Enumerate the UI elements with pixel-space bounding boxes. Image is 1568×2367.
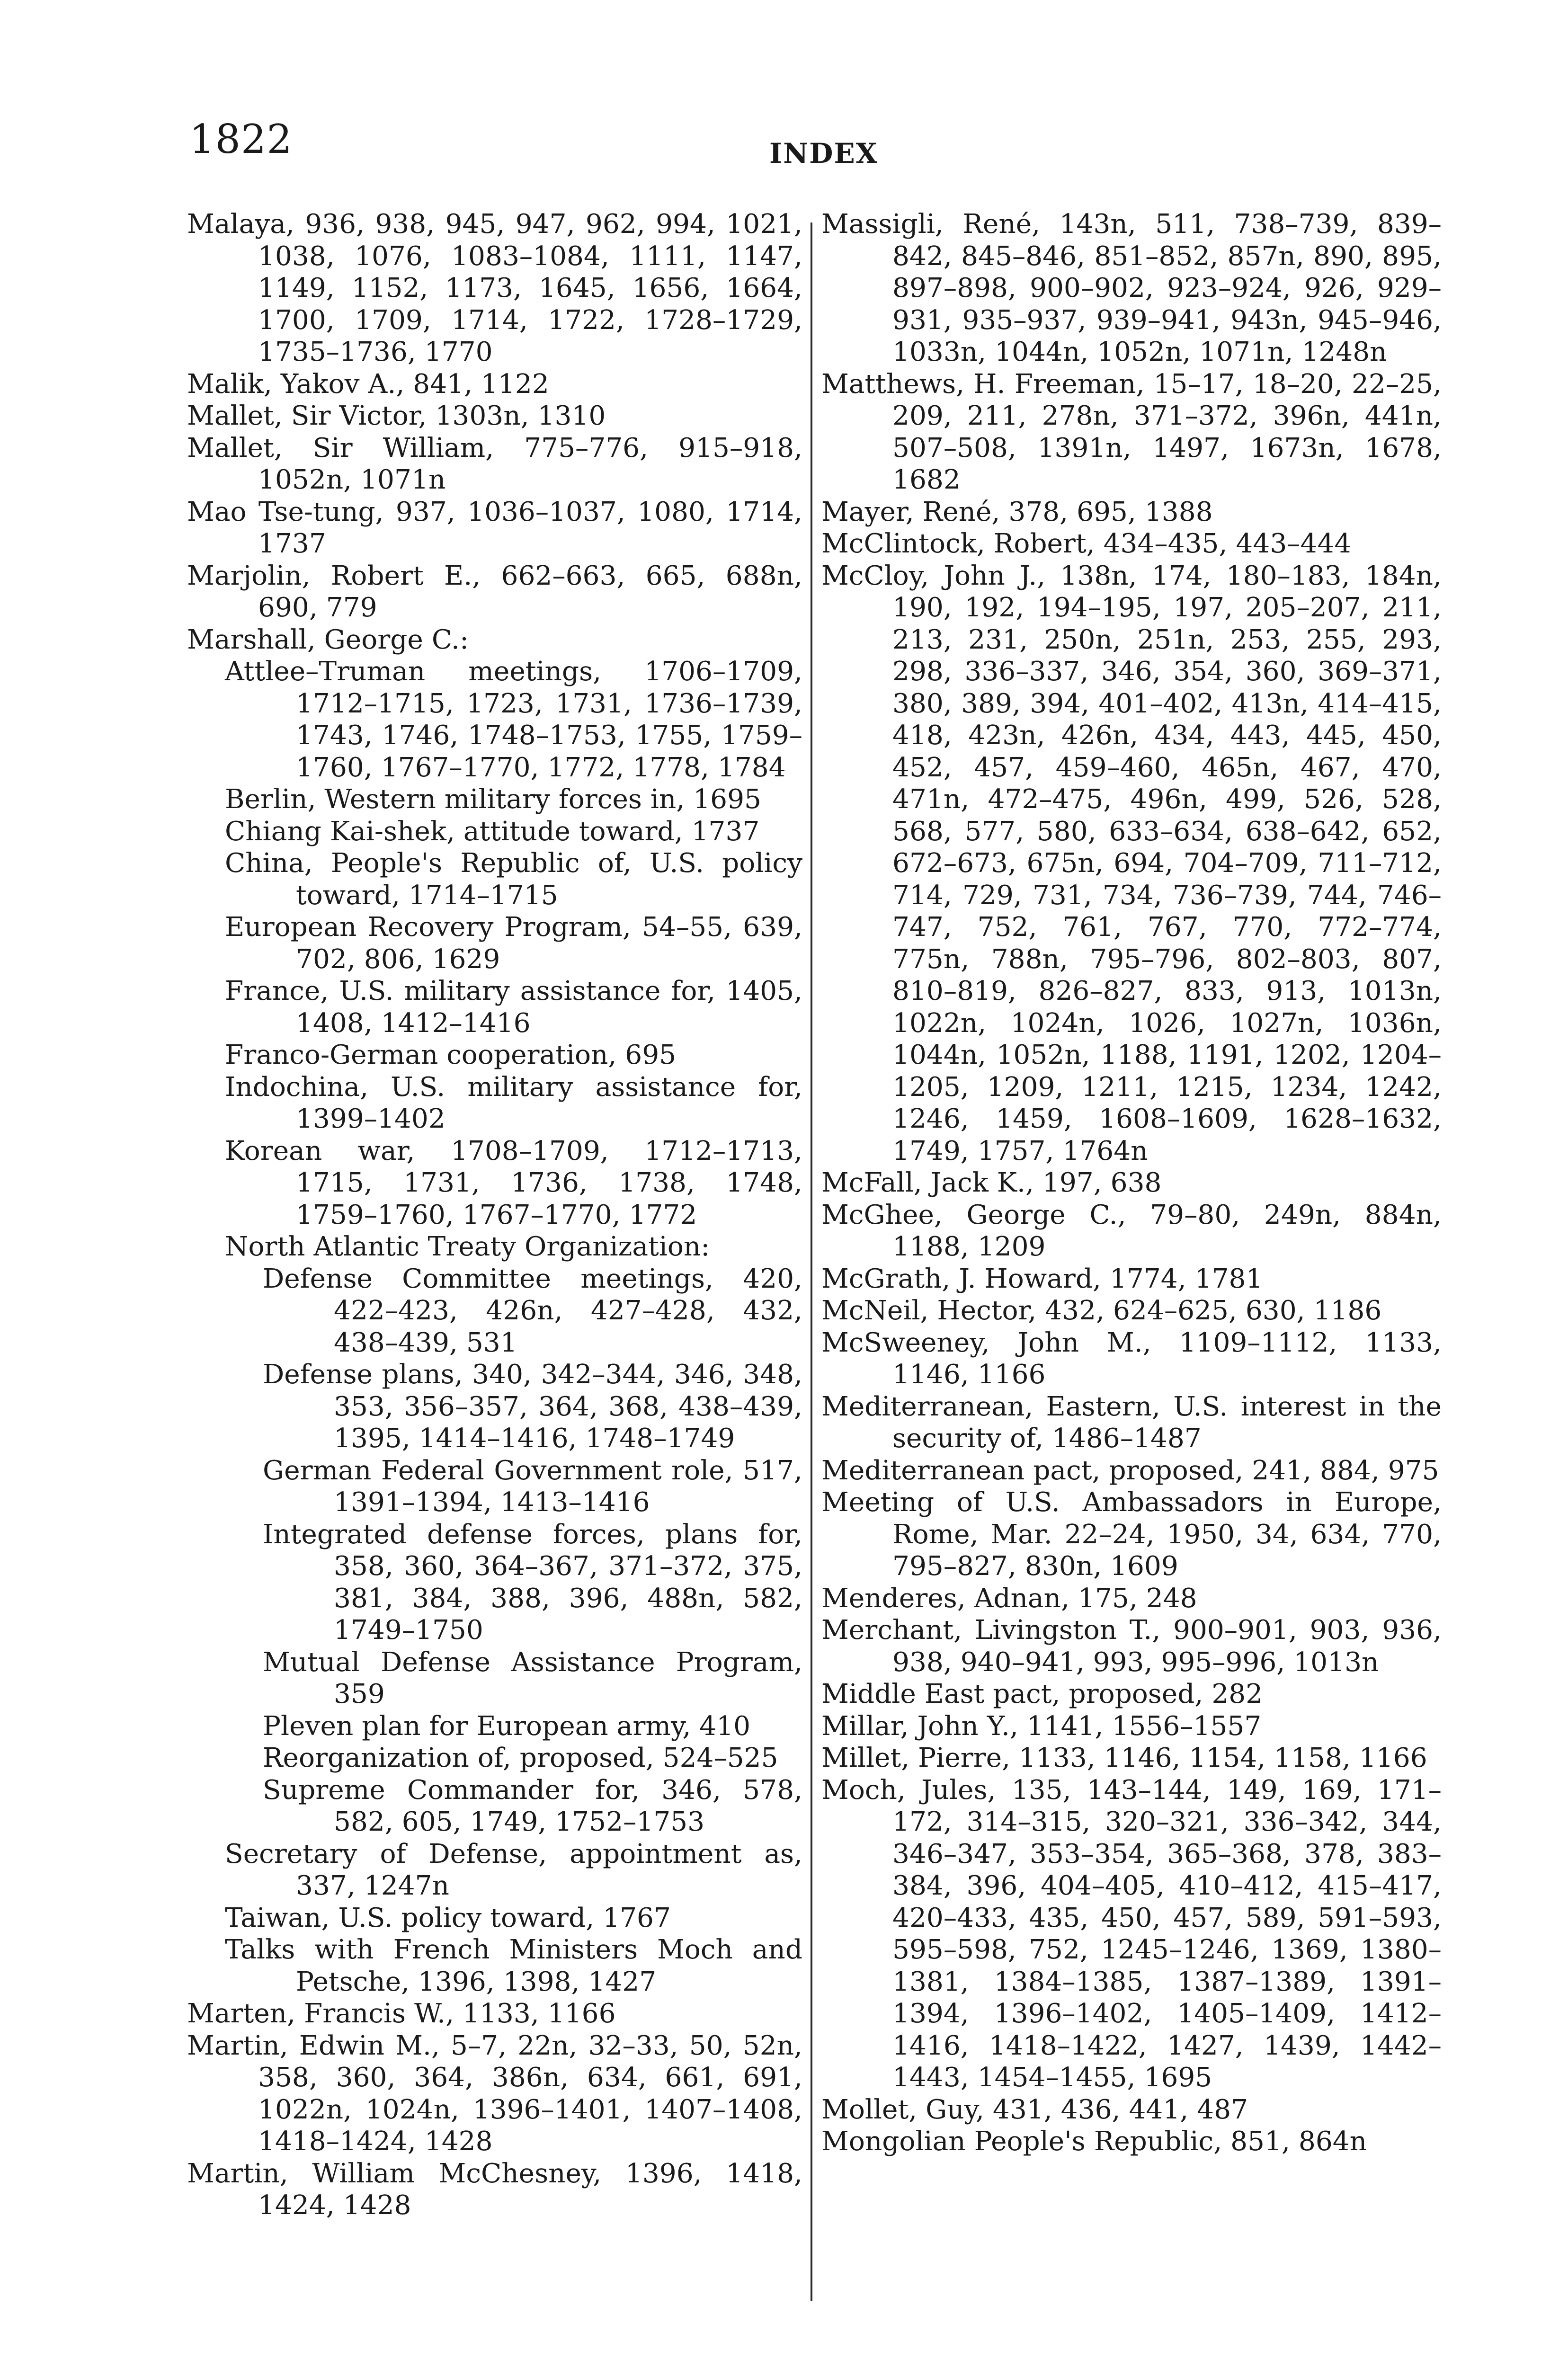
index-column-right: [821, 208, 1442, 2158]
index-entry: McSweeney, John M., 1109–1112, 1133, 1146, 1166: [821, 1327, 1442, 1390]
index-entry: McGhee, George C., 79–80, 249n, 884n, 1188, 1209: [821, 1199, 1442, 1262]
index-entry: European Recovery Program, 54–55, 639, 702, 806, 1629: [225, 912, 802, 975]
index-entry: Menderes, Adnan, 175, 248: [821, 1583, 1197, 1614]
index-entry: Berlin, Western military forces in, 1695: [225, 784, 762, 815]
index-entry: France, U.S. military assistance for, 1405, 1408, 1412–1416: [225, 976, 802, 1039]
index-entry: Meeting of U.S. Ambassadors in Europe, Rome, Mar. 22–24, 1950, 34, 634, 770, 795–827, 830n, 1609: [821, 1487, 1442, 1582]
index-entry: Mollet, Guy, 431, 436, 441, 487: [821, 2094, 1248, 2125]
index-entry: Integrated defense forces, plans for, 358, 360, 364–367, 371–372, 375, 381, 384, 388, 396, 488n, 582, 1749–1750: [263, 1519, 802, 1646]
index-entry: Franco-German cooperation, 695: [225, 1040, 677, 1070]
index-entry: Malik, Yakov A., 841, 1122: [187, 368, 549, 400]
index-entry: Marjolin, Robert E., 662–663, 665, 688n, 690, 779: [187, 560, 802, 623]
index-entry: Korean war, 1708–1709, 1712–1713, 1715, 1731, 1736, 1738, 1748, 1759–1760, 1767–1770, 1772: [225, 1135, 802, 1230]
index-entry: China, People's Republic of, U.S. policy toward, 1714–1715: [225, 848, 802, 911]
index-entry: Mediterranean pact, proposed, 241, 884, 975: [821, 1455, 1439, 1486]
index-entry: Moch, Jules, 135, 143–144, 149, 169, 171–172, 314–315, 320–321, 336–342, 344, 346–347, 353–354, 365–368, 378, 383–384, 396, 404–405, 410–412, 415–417, 420–433, 435, 450, 457, 589, 591–593, 595–598, 752, 1245–1246, 1369, 1380–1381, 1384–1385, 1387–1389, 1391–1394, 1396–1402, 1405–1409, 1412–1416, 1418–1422, 1427, 1439, 1442–1443, 1454–1455, 1695: [821, 1774, 1442, 2093]
index-entry: Mongolian People's Republic, 851, 864n: [821, 2126, 1367, 2157]
index-entry: Mutual Defense Assistance Program, 359: [263, 1646, 802, 1709]
index-entry: Taiwan, U.S. policy toward, 1767: [225, 1902, 671, 1933]
index-entry: McFall, Jack K., 197, 638: [821, 1167, 1162, 1198]
index-entry: Millet, Pierre, 1133, 1146, 1154, 1158, 1166: [821, 1743, 1427, 1773]
index-entry: Supreme Commander for, 346, 578, 582, 605, 1749, 1752–1753: [263, 1774, 802, 1837]
running-head: INDEX: [769, 137, 878, 169]
column-divider: [811, 222, 812, 2301]
index-entry: Indochina, U.S. military assistance for, 1399–1402: [225, 1071, 802, 1134]
index-entry: McClintock, Robert, 434–435, 443–444: [821, 528, 1352, 559]
index-entry: Millar, John Y., 1141, 1556–1557: [821, 1710, 1262, 1742]
index-entry: McNeil, Hector, 432, 624–625, 630, 1186: [821, 1295, 1382, 1326]
index-entry: German Federal Government role, 517, 1391–1394, 1413–1416: [263, 1455, 802, 1518]
index-entry: Malaya, 936, 938, 945, 947, 962, 994, 1021, 1038, 1076, 1083–1084, 1111, 1147, 1149, 1152, 1173, 1645, 1656, 1664, 1700, 1709, 1714, 1722, 1728–1729, 1735–1736, 1770: [187, 209, 802, 367]
index-entry: Marten, Francis W., 1133, 1166: [187, 1998, 616, 2029]
index-entry: Marshall, George C.:: [187, 624, 469, 655]
index-entry: Pleven plan for European army, 410: [263, 1710, 751, 1742]
index-entry: Secretary of Defense, appointment as, 337, 1247n: [225, 1838, 802, 1901]
index-entry: Mediterranean, Eastern, U.S. interest in the security of, 1486–1487: [821, 1391, 1442, 1454]
index-entry: Mao Tse-tung, 937, 1036–1037, 1080, 1714, 1737: [187, 496, 802, 559]
page-number: 1822: [189, 116, 293, 162]
index-entry: North Atlantic Treaty Organization:: [225, 1231, 710, 1262]
index-entry: Massigli, René, 143n, 511, 738–739, 839–842, 845–846, 851–852, 857n, 890, 895, 897–898, 900–902, 923–924, 926, 929–931, 935–937, 939–941, 943n, 945–946, 1033n, 1044n, 1052n, 1071n, 1248n: [821, 209, 1442, 367]
index-entry: Chiang Kai-shek, attitude toward, 1737: [225, 816, 760, 847]
index-entry: McCloy, John J., 138n, 174, 180–183, 184n, 190, 192, 194–195, 197, 205–207, 211, 213, 231, 250n, 251n, 253, 255, 293, 298, 336–337, 346, 354, 360, 369–371, 380, 389, 394, 401–402, 413n, 414–415, 418, 423n, 426n, 434, 443, 445, 450, 452, 457, 459–460, 465n, 467, 470, 471n, 472–475, 496n, 499, 526, 528, 568, 577, 580, 633–634, 638–642, 652, 672–673, 675n, 694, 704–709, 711–712, 714, 729, 731, 734, 736–739, 744, 746–747, 752, 761, 767, 770, 772–774, 775n, 788n, 795–796, 802–803, 807, 810–819, 826–827, 833, 913, 1013n, 1022n, 1024n, 1026, 1027n, 1036n, 1044n, 1052n, 1188, 1191, 1202, 1204–1205, 1209, 1211, 1215, 1234, 1242, 1246, 1459, 1608–1609, 1628–1632, 1749, 1757, 1764n: [821, 560, 1442, 1166]
index-entry: McGrath, J. Howard, 1774, 1781: [821, 1263, 1263, 1294]
index-entry: Defense Committee meetings, 420, 422–423, 426n, 427–428, 432, 438–439, 531: [263, 1263, 802, 1358]
index-entry: Matthews, H. Freeman, 15–17, 18–20, 22–25, 209, 211, 278n, 371–372, 396n, 441n, 507–508, 1391n, 1497, 1673n, 1678, 1682: [821, 368, 1442, 495]
index-entry: Martin, Edwin M., 5–7, 22n, 32–33, 50, 52n, 358, 360, 364, 386n, 634, 661, 691, 1022n, 1024n, 1396–1401, 1407–1408, 1418–1424, 1428: [187, 2030, 802, 2157]
index-entry: Defense plans, 340, 342–344, 346, 348, 353, 356–357, 364, 368, 438–439, 1395, 1414–1416, 1748–1749: [263, 1359, 802, 1454]
index-entry: Mallet, Sir Victor, 1303n, 1310: [187, 400, 606, 431]
index-entry: Attlee–Truman meetings, 1706–1709, 1712–1715, 1723, 1731, 1736–1739, 1743, 1746, 1748–1753, 1755, 1759–1760, 1767–1770, 1772, 1778, 1784: [225, 656, 802, 783]
index-entry: Mallet, Sir William, 775–776, 915–918, 1052n, 1071n: [187, 432, 802, 495]
index-column-left: [187, 208, 802, 2222]
index-entry: Talks with French Ministers Moch and Petsche, 1396, 1398, 1427: [225, 1934, 802, 1997]
index-entry: Martin, William McChesney, 1396, 1418, 1424, 1428: [187, 2158, 802, 2221]
index-entry: Merchant, Livingston T., 900–901, 903, 936, 938, 940–941, 993, 995–996, 1013n: [821, 1615, 1442, 1678]
index-entry: Reorganization of, proposed, 524–525: [263, 1743, 778, 1773]
index-entry: Mayer, René, 378, 695, 1388: [821, 496, 1213, 527]
index-entry: Middle East pact, proposed, 282: [821, 1679, 1263, 1709]
